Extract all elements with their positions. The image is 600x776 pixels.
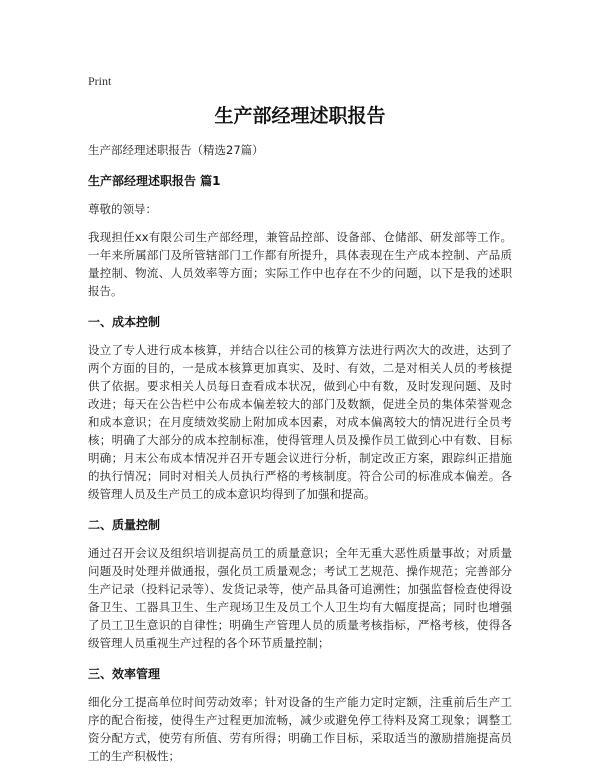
article-heading: 生产部经理述职报告 篇1 bbox=[88, 174, 221, 188]
section-heading-efficiency: 三、效率管理 bbox=[88, 667, 161, 681]
document-subtitle: 生产部经理述职报告（精选27篇） bbox=[88, 143, 264, 157]
document-title: 生产部经理述职报告 bbox=[214, 105, 386, 127]
greeting: 尊敬的领导： bbox=[88, 202, 157, 216]
section-heading-quality-control: 二、质量控制 bbox=[88, 518, 161, 532]
intro-paragraph: 我现担任xx有限公司生产部经理，兼管品控部、设备部、仓储部、研发部等工作。一年来所属部门及所管辖部门工作都有所提升，具体表现在生产成本控制、产品质量控制、物流、人员效率等方面；实际工作中也存在不少的问题，以下是我的述职报告。 bbox=[88, 230, 512, 298]
section-text-efficiency: 细化分工提高单位时间劳动效率；针对设备的生产能力定时定额，注重前后生产工序的配合衔接，使得生产过程更加流畅，减少或避免停工待料及窝工现象；调整工资分配方式，使劳有所值、劳有所得；明确工作目标，采取适当的激励措施提高员工的生产积极性； bbox=[88, 695, 512, 763]
section-heading-cost-control: 一、成本控制 bbox=[88, 315, 161, 329]
section-text-quality-control: 通过召开会议及组织培训提高员工的质量意识；全年无重大恶性质量事故；对质量问题及时处理并做通报，强化员工质量观念；考试工艺规范、操作规范；完善部分生产记录（投料记录等）、发货记录等，使产品具备可追溯性；加强监督检查使得设备卫生、工器具卫生、生产现场卫生及员工个人卫生均有大幅度提高；同时也增强了员工卫生意识的自律性；明确生产管理人员的质量考核指标，严格考核，使得各级管理人员重视生产过程的各个环节质量控制； bbox=[88, 546, 512, 650]
print-link[interactable]: Print bbox=[88, 74, 112, 88]
section-text-cost-control: 设立了专人进行成本核算，并结合以往公司的核算方法进行两次大的改进，达到了两个方面的目的，一是成本核算更加真实、及时、有效，二是对相关人员的考核提供了依据。要求相关人员每日查看成本状况，做到心中有数，及时发现问题、及时改进；每天在公告栏中公布成本偏差较大的部门及数额，促进全员的集体荣誉观念和成本意识；在月度绩效奖励上附加成本因素，对成本偏离较大的情况进行全员考核；明确了大部分的成本控制标准，使得管理人员及操作员工做到心中有数、目标明确；月末公布成本情况并召开专题会议进行分析，制定改正方案，跟踪纠正措施的执行情况；同时对相关人员执行严格的考核制度。符合公司的标准成本偏差。各级管理人员及生产员工的成本意识均得到了加强和提高。 bbox=[88, 343, 512, 501]
